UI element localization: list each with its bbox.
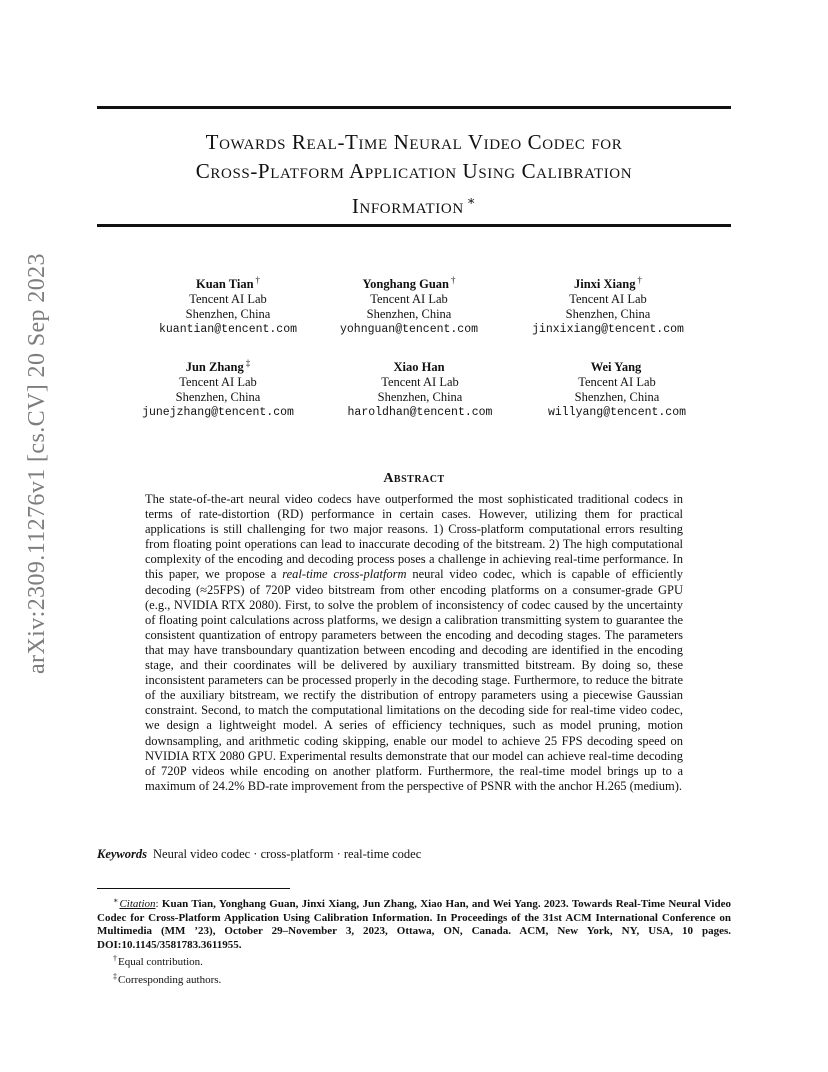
title-line-2: Cross-Platform Application Using Calibration (195, 159, 633, 183)
footnote-corresponding (97, 970, 731, 988)
author-mark: † (637, 275, 642, 285)
citation-label[interactable]: Citation (119, 898, 156, 910)
author-email[interactable]: kuantian@tencent.com (158, 323, 298, 336)
author-mark: † (451, 275, 456, 285)
author-block (493, 273, 723, 337)
abstract-paragraph (145, 492, 683, 794)
author-affiliation: Tencent AI Lab (179, 375, 257, 389)
footnote-citation: ∗Citation: Kuan Tian, Yonghang Guan, Jinxi Xiang, Jun Zhang, Xiao Han, and Wei Yang. 2023. Towards Real-Time Neural Video Codec for Cross-Platform Application Using Calibration Information. In Proceedings of the 31st ACM International Conference on Multimedia (MM ’23), October 29–November 3, 2023, Ottawa, ON, Canada. ACM, New York, NY, USA, 10 pages. DOI:10.1145/3581783.3611955. (97, 896, 731, 951)
author-name: Xiao Han (393, 360, 445, 374)
footnote-equal (97, 952, 731, 970)
title-line-1: Towards Real-Time Neural Video Codec for (205, 130, 623, 154)
footnote-mark: ∗ (113, 896, 119, 905)
author-location: Shenzhen, China (565, 307, 651, 321)
author-block (502, 356, 732, 420)
abstract-body (145, 492, 683, 794)
author-location: Shenzhen, China (377, 390, 463, 404)
author-name: Yonghang Guan (362, 277, 449, 291)
title-rule-bottom (97, 224, 731, 227)
author-email[interactable]: junejzhang@tencent.com (142, 406, 294, 419)
keywords-label: Keywords (97, 847, 147, 861)
author-email[interactable]: jinxixiang@tencent.com (532, 323, 684, 336)
title-footnote-mark: ∗ (466, 193, 477, 208)
author-name: Kuan Tian (195, 277, 254, 291)
footnote-corresponding-text: Corresponding authors. (118, 973, 222, 986)
author-mark: ‡ (245, 358, 251, 368)
author-email[interactable]: yohnguan@tencent.com (339, 323, 479, 336)
author-email[interactable]: willyang@tencent.com (547, 406, 687, 419)
footnote-mark: ‡ (113, 971, 117, 981)
author-block (294, 273, 524, 337)
author-location: Shenzhen, China (366, 307, 452, 321)
author-name: Jinxi Xiang (574, 277, 636, 291)
footnote-rule (97, 888, 290, 889)
author-affiliation: Tencent AI Lab (189, 292, 267, 306)
paper-title (97, 128, 731, 221)
title-rule-top (97, 106, 731, 109)
author-location: Shenzhen, China (185, 307, 271, 321)
author-block (103, 356, 333, 420)
author-affiliation: Tencent AI Lab (578, 375, 656, 389)
arxiv-side-label: arXiv:2309.11276v1 [cs.CV] 20 Sep 2023 (24, 253, 50, 674)
title-line-3 (97, 186, 731, 221)
abstract-text-part-1: The state-of-the-art neural video codecs have outperformed the most sophisticated traditional codecs in terms of rate-distortion (RD) performance in certain cases. However, utilizing them for practical applications is still challenging for two major reasons. 1) Cross-platform computational errors resulting from floating point operations can lead to inaccurate decoding of the bitstream. 2) The high computational complexity of the encoding and decoding process poses a challenge in achieving real-time performance. In this paper, we propose a (145, 492, 683, 582)
footnotes (97, 894, 731, 987)
author-affiliation: Tencent AI Lab (370, 292, 448, 306)
author-affiliation: Tencent AI Lab (569, 292, 647, 306)
author-block (305, 356, 535, 420)
citation-text: Kuan Tian, Yonghang Guan, Jinxi Xiang, Jun Zhang, Xiao Han, and Wei Yang. 2023. Towards Real-Time Neural Video Codec for Cross-Platform Application Using Calibration Information. In Proceedings of the 31st ACM International Conference on Multimedia (MM ’23), October 29–November 3, 2023, Ottawa, ON, Canada. ACM, New York, NY, USA, 10 pages. DOI:10.1145/3581783.3611955. (97, 898, 731, 951)
author-email[interactable]: haroldhan@tencent.com (347, 406, 493, 419)
abstract-emphasis: real-time cross-platform (282, 567, 407, 582)
author-mark: † (255, 275, 261, 285)
keywords-text: Neural video codec · cross-platform · real-time codec (153, 847, 422, 861)
keywords-line (97, 847, 421, 862)
title-line-3-text: Information (351, 194, 464, 218)
author-affiliation: Tencent AI Lab (381, 375, 459, 389)
author-name: Jun Zhang (185, 360, 244, 374)
footnote-mark: † (113, 954, 117, 963)
author-name: Wei Yang (590, 360, 642, 374)
footnote-equal-text: Equal contribution. (118, 956, 203, 968)
abstract-heading: Abstract (383, 471, 445, 486)
author-location: Shenzhen, China (574, 390, 660, 404)
author-location: Shenzhen, China (175, 390, 261, 404)
abstract-text-part-2: neural video codec, which is capable of efficiently decoding (≈25FPS) of 720P video bitstream from other encoding platforms on a consumer-grade GPU (e.g., NVIDIA RTX 2080). First, to solve the problem of inconsistency of codec caused by the uncertainty of floating point calculations across platforms, we design a calibration transmitting system to guarantee the consistent quantization of entropy parameters between the encoding and decoding stages. The parameters that may have transboundary quantization between encoding and decoding are identified in the encoding stage, and their coordinates will be delivered by auxiliary transmitted bitstream. By doing so, these inconsistent parameters can be processed properly in the decoding stage. Furthermore, to reduce the bitrate of the auxiliary bitstream, we rectify the distribution of entropy parameters using a piecewise Gaussian constraint. Second, to match the computational limitations on the decoding side for real-time video codec, we design a lightweight model. A series of efficiency techniques, such as model pruning, motion downsampling, and arithmetic coding skipping, enable our model to achieve 25 FPS decoding speed on NVIDIA RTX 2080 GPU. Experimental results demonstrate that our model can achieve real-time decoding of 720P videos while encoding on another platform. Furthermore, the real-time model brings up to a maximum of 24.2% BD-rate improvement from the perspective of PSNR with the anchor H.265 (medium). (145, 567, 683, 793)
